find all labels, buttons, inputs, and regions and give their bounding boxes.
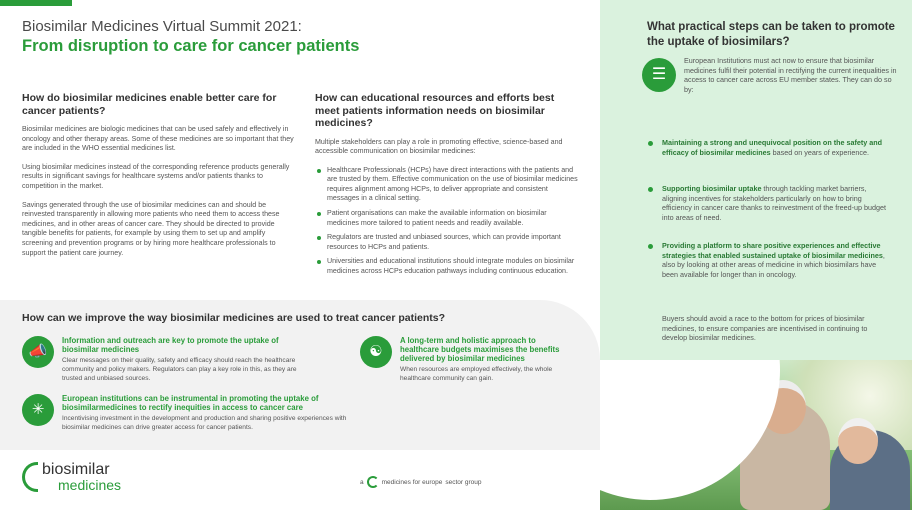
top-accent-bar <box>0 0 72 6</box>
eu-stars-icon: ✳ <box>22 394 54 426</box>
coins-icon: ☯ <box>360 336 392 368</box>
paragraph: Using biosimilar medicines instead of the corresponding reference products generally results in significant savings for healthcare systems and/or patients thanks to competition in the market. <box>22 162 290 190</box>
feature-title: Information and outreach are key to promote the uptake of biosimilar medicines <box>62 336 279 354</box>
page-header <box>22 18 612 56</box>
step-item <box>648 241 893 279</box>
mfe-circle-icon <box>367 476 379 488</box>
list-item: Universities and educational institutions should integrate modules on biosimilar medicines across HCPs education pathways including continuous education. <box>315 257 578 276</box>
logo-line-2: medicines <box>58 477 122 493</box>
step-item <box>648 184 893 222</box>
photo-woman-head <box>838 418 878 464</box>
logo-line-1: biosimilar <box>42 461 110 478</box>
section-heading: How can we improve the way biosimilar medicines are used to treat cancer patients? <box>22 312 446 324</box>
section-educational-resources <box>315 92 578 282</box>
step-text: through tackling market barriers, aligning incentives for stakeholders particularly on how to bring efficiency in cancer care thanks to reinvestment of the freed-up budget into areas of need. <box>662 184 887 222</box>
mfe-name: medicines for europe <box>381 478 443 486</box>
feature-text: Incentivising investment in the development and production and sharing positive experiences with biosimilar medicines can drive greater access for cancer patients. <box>62 415 347 431</box>
feature-text: When resources are employed effectively, the whole healthcare community can gain. <box>400 366 553 382</box>
section-heading: How do biosimilar medicines enable better care for cancer patients? <box>22 92 277 117</box>
paragraph: Savings generated through the use of biosimilar medicines can and should be reinvested transparently in allowing more patients who need them to access these medicines, and in other areas of cancer care. They should be directed to provide tangible benefits for patients, for example by using them to set up and amplify screening and prevention programs or by hiring more healthcare professionals to support the patient care journey. <box>22 200 280 257</box>
panel-heading: What practical steps can be taken to promote the uptake of biosimilars? <box>647 21 895 48</box>
feature-european-institutions <box>22 394 362 433</box>
step-bold: Supporting biosimilar uptake <box>662 184 762 193</box>
megaphone-icon: 📣 <box>22 336 54 368</box>
step-item <box>648 138 893 157</box>
list-item: Healthcare Professionals (HCPs) have direct interactions with the patients and are trusted by them. Effective communication on the use of biosimilar medicines requires alignment among HCPs, to deliver appropriate and consistent messages in a clinical setting. <box>315 166 578 204</box>
panel-intro <box>642 56 902 94</box>
logo-arc-icon <box>22 462 38 492</box>
feature-text: Clear messages on their quality, safety and efficacy should reach the healthcare community and policy makers. Regulators can play a key role in this, as they are trusted and unbiased sources. <box>62 357 297 382</box>
page-title: From disruption to care for cancer patients <box>22 37 360 55</box>
feature-information-outreach <box>22 336 302 383</box>
elderly-couple-photo <box>600 360 912 510</box>
section-heading: How can educational resources and efforts best meet patients information needs on biosimilar medicines? <box>315 92 555 129</box>
bullet-list <box>315 166 578 277</box>
step-text: based on years of experience. <box>770 147 869 157</box>
panel-intro-text: European Institutions must act now to ensure that biosimilar medicines fulfil their potential in rectifying the current inequalities in access to cancer care across EU member states. They can do so by: <box>684 56 897 94</box>
medicines-for-europe-logo <box>360 476 481 488</box>
feature-holistic-budgets <box>360 336 565 384</box>
feature-title: A long-term and holistic approach to healthcare budgets maximises the benefits delivered by biosimilar medicines <box>400 336 560 363</box>
paragraph: Biosimilar medicines are biologic medicines that can be used safely and effectively in oncology and other therapy areas. Some of these medicines are so important that they are included in the WHO essential medicines list. <box>22 125 294 153</box>
list-item: Regulators are trusted and unbiased sources, which can provide important resources to HCPs and patients. <box>315 233 578 252</box>
ladder-icon: ☰ <box>642 58 676 92</box>
mfe-prefix: a <box>360 478 364 486</box>
improvement-band <box>0 300 600 450</box>
step-bold: Maintaining a strong and unequivocal position on the safety and efficacy of biosimilar medicines <box>662 138 883 157</box>
section-better-care <box>22 92 294 267</box>
step-text: , also by looking at other areas of medicine in which biosimilars have been available for longer than in oncology. <box>662 250 885 279</box>
biosimilar-medicines-logo <box>22 462 121 492</box>
paragraph: Multiple stakeholders can play a role in promoting effective, science-based and accessible communication on biosimilar medicines: <box>315 137 563 156</box>
step-bold: Providing a platform to share positive experiences and effective strategies that enabled sustained uptake of biosimilar medicines <box>662 241 883 260</box>
feature-title: European institutions can be instrumental in promoting the uptake of biosimilarmedicines to rectify inequities in access to cancer care <box>62 394 319 412</box>
closing-text: Buyers should avoid a race to the bottom for prices of biosimilar medicines, to ensure companies are incentivised in continuing to develop biosimilar medicines. <box>662 314 868 343</box>
mfe-suffix: sector group <box>445 478 482 486</box>
page-supertitle: Biosimilar Medicines Virtual Summit 2021: <box>22 18 302 35</box>
list-item: Patient organisations can make the available information on biosimilar medicines more tailored to patient needs and readily available. <box>315 209 578 228</box>
